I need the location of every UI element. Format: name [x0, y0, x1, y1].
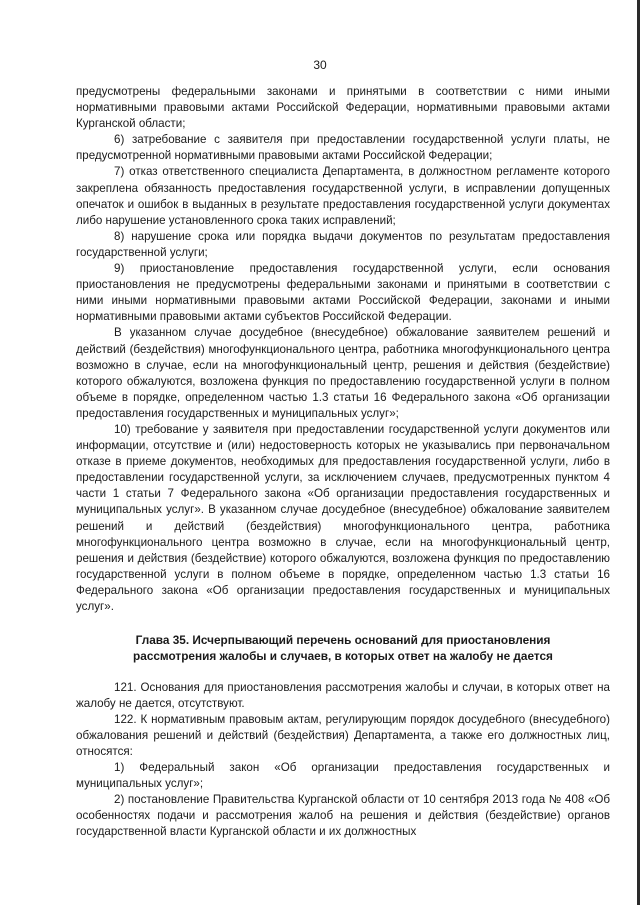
paragraph: 6) затребование с заявителя при предоставлении государственной услуги платы, не предусмотренной нормативными правовыми актами Российской Федерации; [76, 133, 610, 163]
paragraph: 9) приостановление предоставления государственной услуги, если основания приостановления не предусмотрены федеральными законами и принятыми в соответствии с ними иными нормативными правовыми актами Российской Федерации, законами и иными нормативными правовыми актами субъектов Российской Федерации. [76, 262, 610, 324]
paragraph: 7) отказ ответственного специалиста Департамента, в должностном регламенте которого закреплена обязанность предоставления государственной услуги, в исправлении допущенных опечаток и ошибок в выданных в результате предоставления государственной услуги документах либо нарушение установленного срока таких исправлений; [76, 165, 610, 227]
paragraph: 1) Федеральный закон «Об организации предоставления государственных и муниципальных услуг»; [76, 760, 610, 791]
paragraph: предусмотрены федеральными законами и принятыми в соответствии с ними иными нормативными правовыми актами Российской Федерации, нормативными правовыми актами Курганской области; [76, 85, 610, 131]
paragraph: 8) нарушение срока или порядка выдачи документов по результатам предоставления государственной услуги; [76, 229, 610, 259]
chapter-heading-line-1: Глава 35. Исчерпывающий перечень оснований для приостановления [135, 633, 551, 648]
chapter-heading [76, 632, 610, 664]
paragraph: 10) требование у заявителя при предоставлении государственной услуги документов или информации, отсутствие и (или) недостоверность которых не указывались при первоначальном отказе в приеме документов, необходимых для предоставления государственной услуги, либо в предоставлении государственной услуги, за исключением случаев, предусмотренных пунктом 4 части 1 статьи 7 Федерального закона «Об организации предоставления государственных и муниципальных услуг». В указанном случае досудебное (внесудебное) обжалование заявителем решений и действий (бездействия) многофункционального центра, работника многофункционального центра возможно в случае, если на многофункциональный центр, решения и действия (бездействие) которого обжалуются, возложена функция по предоставлению государственной услуги в полном объеме в порядке, определенном частью 1.3 статьи 16 Федерального закона «Об организации предоставления государственных и муниципальных услуг». [76, 422, 610, 613]
document-body [76, 84, 610, 840]
paragraphs-after [76, 680, 610, 841]
page-number: 30 [313, 58, 327, 72]
paragraph: 2) постановление Правительства Курганской области от 10 сентября 2013 года № 408 «Об особенностях подачи и рассмотрения жалоб на решения и действия (бездействие) органов государственной власти Курганской области и их должностных [76, 793, 610, 839]
paragraph: В указанном случае досудебное (внесудебное) обжалование заявителем решений и действий (бездействия) многофункционального центра, работника многофункционального центра возможно в случае, если на многофункциональный центр, решения и действия (бездействие) которого обжалуются, возложена функция по предоставлению государственной услуги в полном объеме в порядке, определенном частью 1.3 статьи 16 Федерального закона «Об организации предоставления государственных и муниципальных услуг»; [76, 326, 610, 420]
chapter-heading-line-2: рассмотрения жалобы и случаев, в которых ответ на жалобу не дается [133, 649, 553, 664]
paragraphs-before [76, 84, 610, 615]
paragraph: 122. К нормативным правовым актам, регулирующим порядок досудебного (внесудебного) обжалования решений и действий (бездействия) Департамента, а также его должностных лиц, относятся: [76, 712, 610, 758]
paragraph: 121. Основания для приостановления рассмотрения жалобы и случаи, в которых ответ на жалобу не дается, отсутствуют. [76, 680, 610, 710]
